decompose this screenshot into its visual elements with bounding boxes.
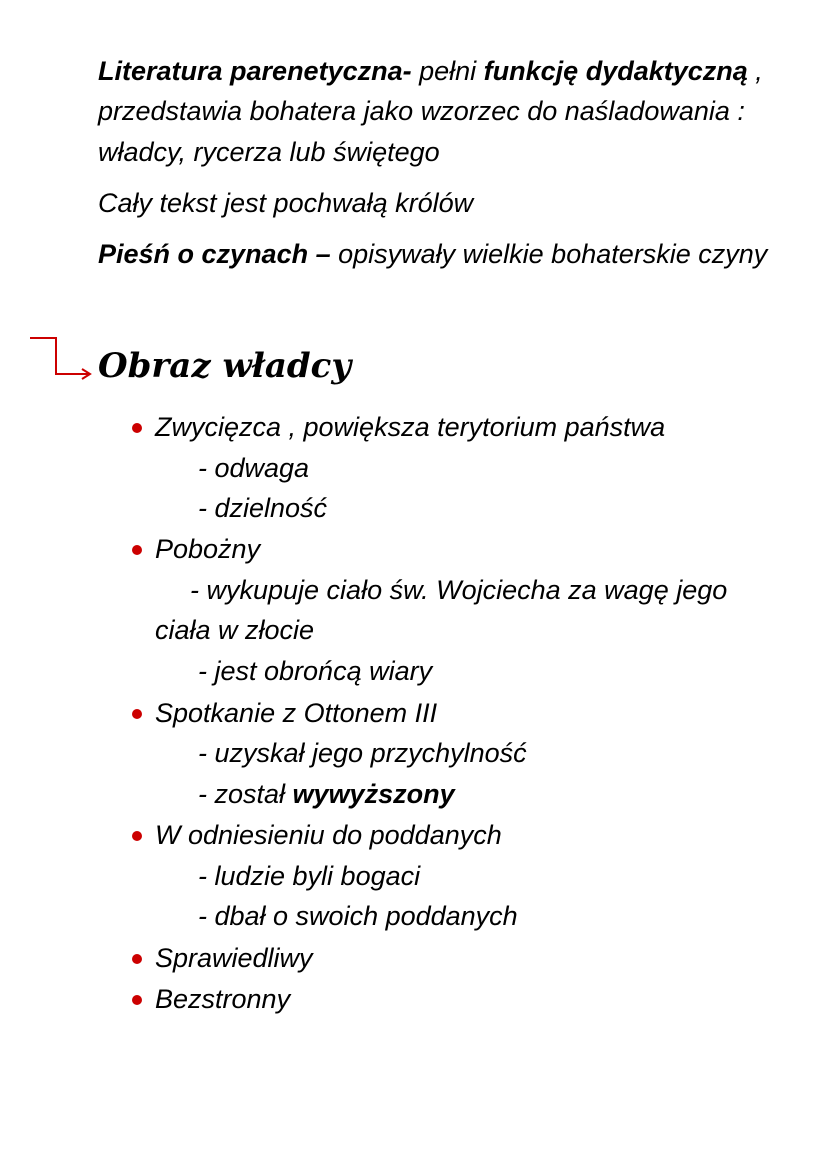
list-subitem-continuation: ciała w złocie: [155, 615, 315, 645]
subitem-text: - został: [198, 779, 293, 809]
bullet-icon: [132, 831, 142, 841]
list-subitem: - uzyskał jego przychylność: [198, 738, 527, 768]
list-item: Spotkanie z Ottonem III: [155, 698, 438, 728]
section-heading: Obraz władcy: [98, 346, 352, 386]
list-item: Sprawiedliwy: [155, 943, 313, 973]
list-subitem: - ludzie byli bogaci: [198, 861, 421, 891]
bullet-icon: [132, 423, 142, 433]
bullet-icon: [132, 545, 142, 555]
term-exalted: wywyższony: [292, 779, 455, 809]
list-subitem: - wykupuje ciało św. Wojciecha za wagę jego: [190, 575, 728, 605]
bullet-icon: [132, 954, 142, 964]
term-parenetic: Literatura parenetyczna-: [98, 56, 412, 86]
intro-line-4: Cały tekst jest pochwałą królów: [98, 188, 474, 218]
intro-text-5: opisywały wielkie bohaterskie czyny: [330, 239, 768, 269]
list-subitem: - dzielność: [198, 493, 328, 523]
arrow-icon: [28, 336, 98, 386]
list-item: Zwycięzca , powiększa terytorium państwa: [155, 412, 666, 442]
bullet-icon: [132, 709, 142, 719]
list-subitem: [198, 781, 455, 808]
list-subitem: - jest obrońcą wiary: [198, 656, 433, 686]
intro-text: pełni: [411, 56, 484, 86]
intro-punct: ,: [747, 56, 763, 86]
term-didactic: funkcję dydaktyczną: [483, 56, 748, 86]
intro-line-1: [98, 58, 763, 85]
intro-line-2: przedstawia bohatera jako wzorzec do naśladowania :: [98, 96, 745, 126]
list-item: W odniesieniu do poddanych: [155, 820, 502, 850]
bullet-icon: [132, 995, 142, 1005]
intro-line-3: władcy, rycerza lub świętego: [98, 137, 440, 167]
term-songs-of-deeds: Pieśń o czynach –: [98, 239, 331, 269]
list-subitem: - dbał o swoich poddanych: [198, 901, 518, 931]
list-item: Pobożny: [155, 534, 261, 564]
intro-line-5: [98, 241, 767, 268]
list-item: Bezstronny: [155, 984, 291, 1014]
list-subitem: - odwaga: [198, 453, 310, 483]
